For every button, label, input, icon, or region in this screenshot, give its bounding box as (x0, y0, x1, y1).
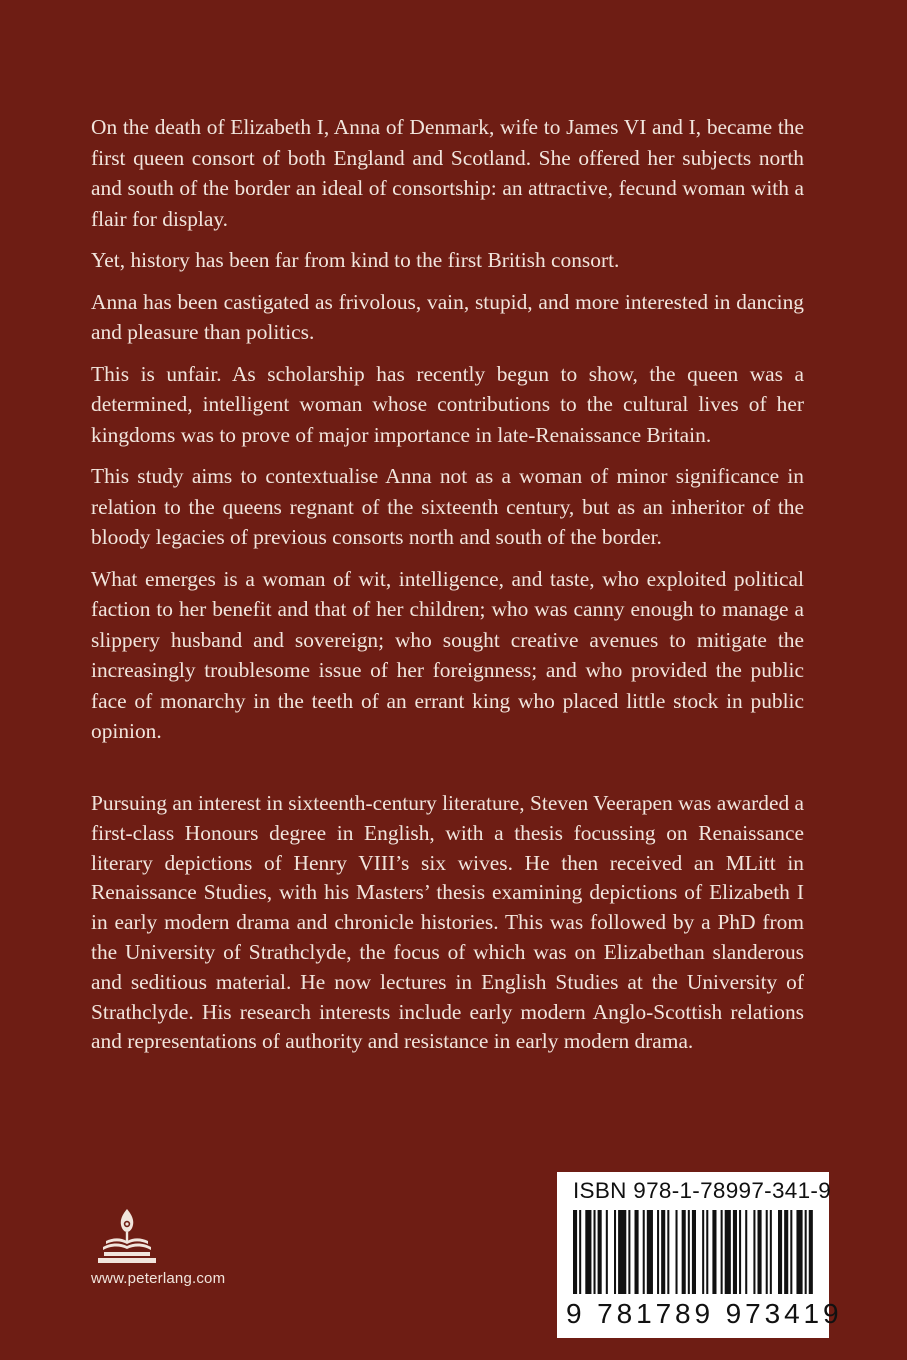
barcode-bar (706, 1210, 708, 1294)
barcode-bar (614, 1210, 616, 1294)
barcode-bar (594, 1210, 596, 1294)
barcode-bar (809, 1210, 813, 1294)
blurb-paragraph-3: Anna has been castigated as frivolous, vain, stupid, and more interested in dancing and pleasure than politics. (91, 289, 804, 344)
barcode-bar (598, 1210, 602, 1294)
barcode-bar (790, 1210, 792, 1294)
barcode-bar (688, 1210, 690, 1294)
barcode-bar (778, 1210, 782, 1294)
barcode-bar (682, 1210, 686, 1294)
blurb-paragraph-6: What emerges is a woman of wit, intelligence, and taste, who exploited political faction to her benefit and that of her children; who was canny enough to manage a slippery husband and sovereign; who sought creative avenues to mitigate the increasingly troublesome issue of her foreignness; and who provided the public face of monarchy in the teeth of an errant king who placed little stock in public opinion. (91, 566, 804, 743)
barcode-bar (725, 1210, 731, 1294)
barcode-bar (573, 1210, 577, 1294)
barcode-bar (628, 1210, 630, 1294)
publisher-website[interactable]: www.peterlang.com (91, 1270, 226, 1287)
barcode-bar (739, 1210, 741, 1294)
barcode-bar (702, 1210, 704, 1294)
barcode-bar (647, 1210, 653, 1294)
barcode-bar (712, 1210, 716, 1294)
barcode-bar (676, 1210, 678, 1294)
barcode-bar (643, 1210, 645, 1294)
barcode-bar (770, 1210, 772, 1294)
barcode-bar (758, 1210, 762, 1294)
barcode-bar (585, 1210, 591, 1294)
barcode-panel (557, 1172, 843, 1338)
blurb-paragraph-2: Yet, history has been far from kind to the first British consort. (91, 248, 620, 272)
barcode-bar (635, 1210, 639, 1294)
barcode-bar (692, 1210, 696, 1294)
blurb-paragraph-5: This study aims to contextualise Anna not as a woman of minor significance in relation to the queens regnant of the sixteenth century, but as an inheritor of the bloody legacies of previous consorts north and south of the border. (91, 464, 804, 549)
barcode-bar (745, 1210, 747, 1294)
barcode-digits: 9 781789 973419 (566, 1298, 843, 1329)
barcode-bar (579, 1210, 581, 1294)
blurb-paragraph-1: On the death of Elizabeth I, Anna of Denmark, wife to James VI and I, became the first queen consort of both England and Scotland. She offered her subjects north and south of the border an ideal of consortship: an attractive, fecund woman with a flair for display. (91, 115, 804, 231)
barcode-bar (733, 1210, 737, 1294)
barcode-bar (721, 1210, 723, 1294)
isbn-label: ISBN 978-1-78997-341-9 (573, 1178, 832, 1203)
barcode-bar (805, 1210, 807, 1294)
author-bio: Pursuing an interest in sixteenth-century literature, Steven Veerapen was awarded a first-class Honours degree in English, with a thesis focussing on Renaissance literary depictions of Henry VIII’s six wives. He then received an MLitt in Renaissance Studies, with his Masters’ thesis examining depictions of Elizabeth I in early modern drama and chronicle histories. This was followed by a PhD from the University of Strathclyde, the focus of which was on Elizabethan slanderous and seditious material. He now lectures in English Studies at the University of Strathclyde. His research interests include early modern Anglo-Scottish relations and representations of authority and resistance in early modern drama. (91, 791, 804, 1054)
blurb-paragraph-4: This is unfair. As scholarship has recently begun to show, the queen was a determined, intelligent woman whose contributions to the cultural lives of her kingdoms was to prove of major importance in late-Renaissance Britain. (91, 361, 804, 447)
barcode-bar (657, 1210, 659, 1294)
barcode-bar (796, 1210, 802, 1294)
barcode-bar (618, 1210, 626, 1294)
peter-lang-logo-icon (94, 1207, 160, 1267)
blurb (91, 112, 804, 758)
barcode-bar (606, 1210, 608, 1294)
barcode-bar (753, 1210, 755, 1294)
barcode-bar (784, 1210, 788, 1294)
barcode-bar (766, 1210, 768, 1294)
barcode-bar (661, 1210, 665, 1294)
barcode (557, 1210, 829, 1298)
barcode-bar (667, 1210, 669, 1294)
